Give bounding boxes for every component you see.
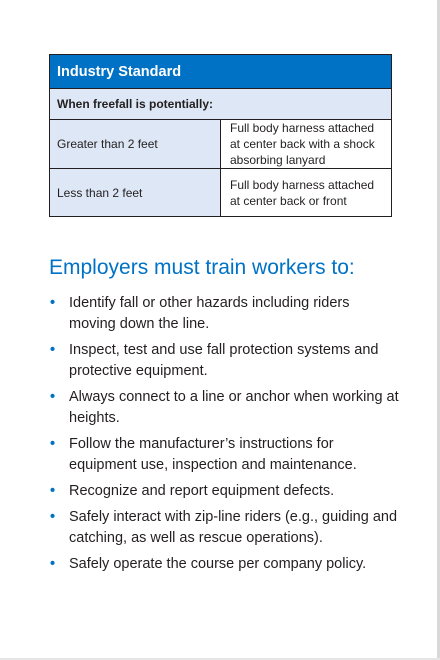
- table-subheader: When freefall is potentially:: [50, 89, 392, 120]
- table-row: [50, 169, 392, 217]
- list-item: [49, 481, 399, 502]
- list-item-text: Identify fall or other hazards including riders moving down the line.: [69, 295, 350, 332]
- bullet-icon: •: [50, 483, 56, 499]
- table-header: Industry Standard: [50, 55, 392, 89]
- list-item: [49, 434, 399, 476]
- list-item: [49, 340, 399, 382]
- bullet-icon: •: [50, 436, 56, 452]
- freefall-condition: Greater than 2 feet: [50, 120, 221, 169]
- training-list: [49, 293, 399, 580]
- table-row: [50, 120, 392, 169]
- bullet-icon: •: [50, 509, 56, 525]
- harness-requirement: Full body harness attached at center back with a shock absorbing lanyard: [221, 120, 392, 169]
- list-item-text: Safely interact with zip-line riders (e.g., guiding and catching, as well as rescue operations).: [69, 509, 398, 546]
- list-item-text: Safely operate the course per company policy.: [69, 556, 367, 572]
- list-item: [49, 387, 399, 429]
- freefall-condition: Less than 2 feet: [50, 169, 221, 217]
- list-item-text: Follow the manufacturer’s instructions for equipment use, inspection and maintenance.: [69, 436, 357, 473]
- bullet-icon: •: [50, 556, 56, 572]
- bullet-icon: •: [50, 295, 56, 311]
- industry-standard-table: [49, 54, 392, 217]
- list-item-text: Recognize and report equipment defects.: [69, 483, 335, 499]
- list-item-text: Always connect to a line or anchor when working at heights.: [69, 389, 399, 426]
- bullet-icon: •: [50, 342, 56, 358]
- list-item: [49, 507, 399, 549]
- training-heading: Employers must train workers to:: [49, 256, 355, 279]
- bullet-icon: •: [50, 389, 56, 405]
- table-subheader-row: [50, 89, 392, 120]
- list-item: [49, 554, 399, 575]
- list-item-text: Inspect, test and use fall protection systems and protective equipment.: [69, 342, 379, 379]
- list-item: [49, 293, 399, 335]
- table-header-row: [50, 55, 392, 89]
- harness-requirement: Full body harness attached at center back or front: [221, 169, 392, 217]
